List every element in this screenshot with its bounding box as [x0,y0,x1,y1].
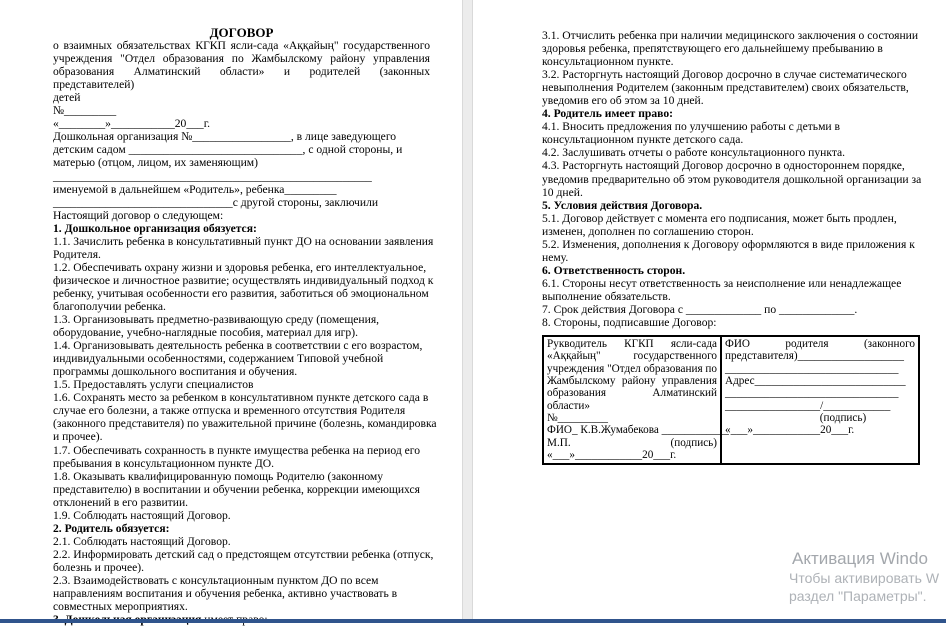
text-line: нему. [542,250,569,264]
text-line: совместных мероприятиях. [53,600,188,614]
text-line: физическое и личностное развитие; осуществлять индивидуальный подход к [53,273,434,287]
text-line: представителю) в воспитании и обучении ребенка, коррекции имеющихся [53,482,420,496]
text-line: №_________ [53,104,117,118]
heading-line: 4. Родитель имеет право: [542,107,673,121]
text-line: выполнение обязательств. [542,289,671,303]
windows-activation-watermark-line2: Чтобы активировать W [789,570,940,586]
text-line: детей [53,91,81,105]
text-line: (законного представителя) по уважительной причине (болезнь, командировка [53,417,437,431]
text-line: 4.1. Вносить предложения по улучшению работы с детьми в [542,120,840,134]
text-line: 10 дней. [542,185,583,199]
contract-page-2[interactable] [473,0,946,619]
text-line: Адрес___________________________ [725,375,906,388]
text-line: матерью (отцом, лицом, их заменяющим) [53,156,258,170]
text-line: уведомив предварительно об этом руководителя дошкольной организации за [542,172,922,186]
page-2-text-block [542,29,946,329]
text-line: 6.1. Стороны несут ответственность за неисполнение или ненадлежащее [542,276,902,290]
text-line: учреждения "Отдел образования по [547,362,717,375]
text-line: образования Алматинский области» [547,387,717,412]
text-line: болезнь и прочее). [53,560,145,574]
text-line: 1.6. Сохранять место за ребенком в консультативном пункте детского сада в [53,391,429,405]
text-line: 3.1. Отчислить ребенка при наличии медицинского заключения о состоянии [542,29,919,42]
page-gutter [462,0,473,619]
heading-line: 5. Условия действия Договора. [542,198,703,212]
text-line: здоровья ребенка, препятствующего его дальнейшему пребыванию в [542,42,883,56]
text-line: 1.9. Соблюдать настоящий Договор. [53,508,231,522]
text-line: 5.2. Изменения, дополнения к Договору оформляются в виде приложения к [542,237,915,251]
text-line: Настоящий договор о следующем: [53,208,224,222]
text-line: Родителя. [53,247,101,261]
text-line: оборудование, учебно-наглядные пособия, материал для игр). [53,326,358,340]
text-line: «___»____________20___г. [725,424,855,437]
text-line: _______________________________________________________ [53,169,372,183]
text-line: 2.1. Соблюдать настоящий Договор. [53,534,231,548]
signatures-table-row [543,336,919,463]
text-line: _______________________________с другой стороны, заключили [53,195,379,209]
text-line: ребенку, учитывая особенности его развития, заботиться об эмоциональном [53,286,429,300]
text-line: образования Алматинский области» и родителей (законных представителей) [53,65,430,92]
text-line: Жамбылскому району управления [547,375,717,388]
text-line: уведомив его об этом за 10 дней. [542,94,704,108]
windows-activation-watermark-title: Активация Windo [792,549,928,568]
text-line: и прочее). [53,430,103,444]
heading-line: ДОГОВОР [209,25,274,40]
text-line: 4.3. Расторгнуть настоящий Договор досрочно в одностороннем порядке, [542,159,905,173]
heading-line: 1. Дошкольное организация обязуется: [53,221,257,235]
text-line: М.П. (подпись) [547,436,717,449]
text-line: Рукводитель КГКП ясли-сада [547,338,717,351]
text-line: «___»____________20___г. [547,449,677,462]
text-line: детским садом ______________________________, с одной стороны, и [53,143,403,157]
text-line: случае его болезни, а также отпуска и временного отсутствия Родителя [53,404,406,418]
text-line: 1.3. Организовывать предметно-развивающую среду (помещения, [53,313,380,327]
signatures-table [542,335,920,464]
text-line: направлениям воспитания и обучения ребенка, активно участвовать в [53,587,398,601]
window-bottom-bar [0,619,946,623]
text-line: 5.1. Договор действует с момента его подписания, может быть продлен, [542,211,897,225]
text-line: _______________________________ [725,387,899,400]
windows-activation-watermark-line3: раздел "Параметры". [789,588,927,604]
text-line: 4.2. Заслушивать отчеты о работе консультационного пункта. [542,146,846,160]
text-line: 8. Стороны, подписавшие Договор: [542,316,717,330]
text-line: ФИО родителя (законного [725,338,915,351]
text-line: консультационном пункте детского сада. [542,133,744,147]
text-line: 1.5. Предоставлять услуги специалистов [53,378,254,392]
signature-cell-organization[interactable] [543,336,729,463]
text-line: индивидуальными особенностями, содержанием Типовой учебной [53,352,384,366]
text-line: 7. Срок действия Договора с _____________ по _____________. [542,302,858,316]
text-line: 1.4. Организовывать деятельность ребенка в соответствии с его возрастом, [53,339,423,353]
text-line: о взаимных обязательствах КГКП ясли-сада «Аққайың" государственного [53,39,430,53]
text-line: 1.2. Обеспечивать охрану жизни и здоровья ребенка, его интеллектуальное, [53,260,427,274]
text-line: представителя)___________________ [725,350,904,363]
text-line: (подпись) [819,412,867,425]
text-line: программы дошкольного воспитания и обучения. [53,365,298,379]
text-line: пребывания в консультационном пункте ДО. [53,456,275,470]
text-line: невыполнения Родителем (законным представителем) своих обязательств, [542,81,909,95]
heading-line: 2. Родитель обязуется: [53,521,170,535]
text-line: «Аққайың" государственного [547,350,717,363]
text-line: 2.3. Взаимодействовать с консультационным пунктом ДО по всем [53,573,379,587]
text-line: _______________________________ [725,362,899,375]
text-line: 2.2. Информировать детский сад о предстоящем отсутствии ребенка (отпуск, [53,547,434,561]
contract-page-1[interactable] [0,0,462,619]
text-line: №_________ [547,412,609,425]
text-line: именуемой в дальнейшем «Родитель», ребенка_________ [53,182,337,196]
text-line: благополучии ребенка. [53,299,166,313]
text-line: 1.7. Обеспечивать сохранность в пункте имущества ребенка на период его [53,443,421,457]
text-line: консультационном пункте. [542,55,674,69]
text-line: 3.2. Расторгнуть настоящий Договор досрочно в случае систематического [542,68,907,82]
text-line: ФИО_ К.В.Жумабекова ____________ [547,424,729,437]
heading-line: 6. Ответственность сторон. [542,263,686,277]
text-line: «________»___________20___г. [53,117,211,131]
text-line: отклонений в его развитии. [53,495,189,509]
text-line: учреждения "Отдел образования по Жамбылскому району управления [53,52,430,66]
text-line: Дошкольная организация №_________________, в лице заведующего [53,130,397,144]
text-line: изменен, дополнен по соглашению сторон. [542,224,754,238]
text-line: _________________/____________ [725,399,891,412]
text-line: 1.1. Зачислить ребенка в консультативный пункт ДО на основании заявления [53,234,434,248]
text-line: 1.8. Оказывать квалифицированную помощь Родителю (законному [53,469,384,483]
signature-cell-parent[interactable] [721,336,919,463]
